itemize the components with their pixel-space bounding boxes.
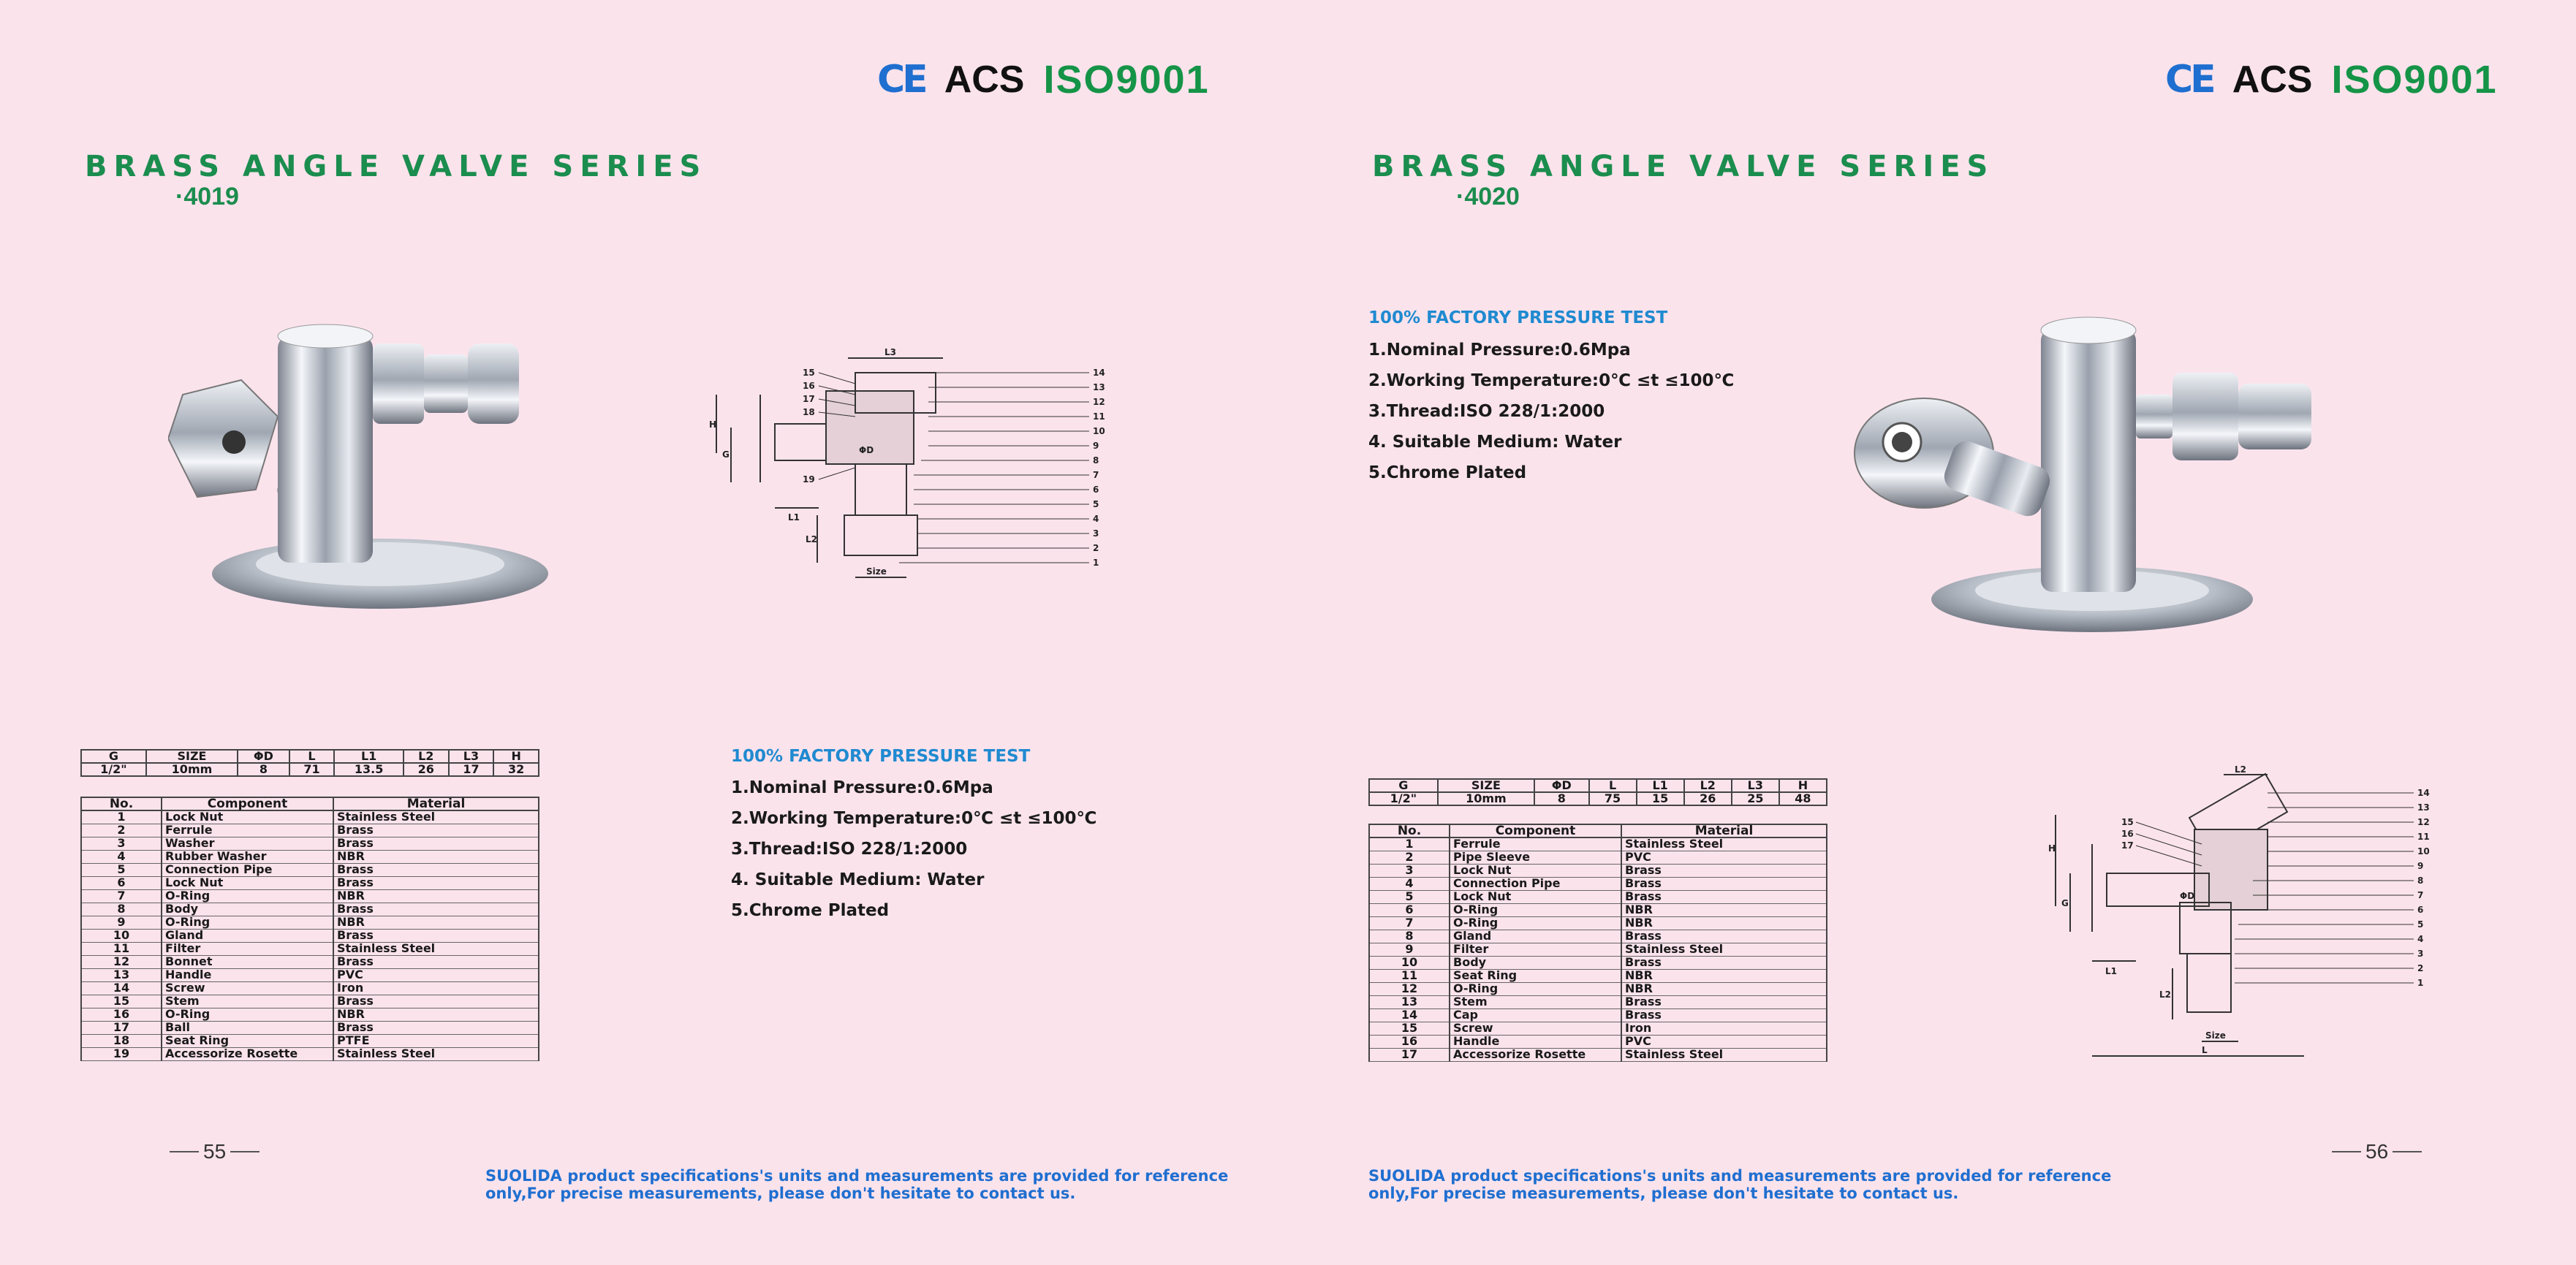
- callout: 10: [1093, 426, 1105, 436]
- callout: 18: [803, 407, 815, 417]
- product-photo-4020: [1851, 314, 2319, 636]
- drawing-label-d: ΦD: [2180, 891, 2195, 901]
- ce-mark: CE: [2165, 58, 2213, 102]
- dim-value: 71: [289, 763, 335, 776]
- table-row: [81, 797, 539, 810]
- table-row: [81, 903, 539, 916]
- model-number: ·4019: [175, 183, 239, 210]
- table-row: [81, 929, 539, 942]
- component-number: 5: [81, 863, 162, 876]
- drawing-label-d: ΦD: [859, 445, 874, 455]
- table-row: [81, 1047, 539, 1060]
- spec-item: 1.Nominal Pressure:0.6Mpa: [731, 778, 993, 797]
- component-number: 11: [1369, 969, 1450, 982]
- component-name: Lock Nut: [1450, 890, 1621, 903]
- footer-line: only,For precise measurements, please don't hesitate to contact us.: [1368, 1185, 1959, 1202]
- callout: 10: [2417, 846, 2430, 856]
- component-number: 9: [1369, 943, 1450, 956]
- component-number: 4: [81, 850, 162, 863]
- dim-value: 26: [1684, 792, 1732, 805]
- model-number-text: 4019: [183, 183, 239, 210]
- table-row: [81, 750, 539, 763]
- table-row: [1369, 864, 1827, 877]
- callout: 14: [2417, 788, 2430, 798]
- callout: 2: [1093, 543, 1099, 553]
- dim-header: H: [493, 750, 539, 763]
- component-name: Ball: [162, 1021, 333, 1034]
- catalog-page-right: [1288, 0, 2576, 1265]
- component-material: Brass: [333, 824, 539, 837]
- dim-header: ΦD: [1534, 779, 1588, 792]
- drawing-label-h: H: [709, 419, 717, 430]
- model-number: ·4020: [1456, 183, 1520, 210]
- spec-list: [1368, 335, 1734, 488]
- spec-item: 5.Chrome Plated: [731, 901, 890, 920]
- component-name: O-Ring: [1450, 916, 1621, 930]
- component-number: 14: [81, 981, 162, 995]
- table-row: [81, 763, 539, 776]
- component-material: Stainless Steel: [333, 942, 539, 955]
- spec-item: 4. Suitable Medium: Water: [731, 870, 985, 889]
- component-name: Seat Ring: [162, 1034, 333, 1047]
- component-material: Stainless Steel: [1621, 943, 1827, 956]
- component-number: 16: [81, 1008, 162, 1021]
- model-number-text: 4020: [1464, 183, 1520, 210]
- dim-value: 17: [449, 763, 494, 776]
- drawing-label-g: G: [722, 449, 730, 460]
- component-material: Brass: [333, 955, 539, 968]
- ce-mark: CE: [877, 58, 925, 102]
- component-name: Connection Pipe: [162, 863, 333, 876]
- components-table-body: [1369, 837, 1827, 1061]
- spec-item: 5.Chrome Plated: [1368, 463, 1527, 482]
- component-name: Body: [1450, 956, 1621, 969]
- drawing-label-l1: L1: [2105, 966, 2117, 976]
- page-number-rule: [2332, 1151, 2361, 1152]
- pressure-test-heading: 100% FACTORY PRESSURE TEST: [1368, 308, 1668, 327]
- component-number: 15: [81, 995, 162, 1008]
- callout: 12: [2417, 817, 2430, 827]
- table-row: [1369, 956, 1827, 969]
- callout: 15: [2121, 817, 2134, 827]
- component-name: Stem: [1450, 995, 1621, 1008]
- table-row: [1369, 982, 1827, 995]
- callout: 4: [1093, 514, 1099, 524]
- component-material: PVC: [1621, 851, 1827, 864]
- table-row: [1369, 851, 1827, 864]
- component-material: NBR: [333, 1008, 539, 1021]
- component-name: Screw: [1450, 1022, 1621, 1035]
- table-row: [1369, 877, 1827, 890]
- component-name: Stem: [162, 995, 333, 1008]
- footer-line: SUOLIDA product specifications's units and measurements are provided for reference: [1368, 1167, 2112, 1185]
- spec-item: 2.Working Temperature:0℃ ≤t ≤100℃: [1368, 371, 1735, 390]
- callout: 14: [1093, 368, 1105, 378]
- component-number: 18: [81, 1034, 162, 1047]
- table-row: [1369, 837, 1827, 851]
- page-number-text: 55: [203, 1140, 227, 1163]
- components-table: [1368, 824, 1827, 1062]
- component-name: Gland: [162, 929, 333, 942]
- drawing-label-l1: L1: [788, 512, 800, 523]
- technical-drawing-4019: [709, 343, 1133, 592]
- component-number: 3: [81, 837, 162, 850]
- iso-mark: ISO9001: [2331, 58, 2498, 102]
- table-row: [81, 995, 539, 1008]
- component-number: 14: [1369, 1008, 1450, 1022]
- component-number: 10: [1369, 956, 1450, 969]
- component-name: O-Ring: [1450, 982, 1621, 995]
- component-number: 12: [1369, 982, 1450, 995]
- page-number-text: 56: [2365, 1140, 2389, 1163]
- dim-value: 48: [1779, 792, 1827, 805]
- drawing-label-h: H: [2048, 843, 2056, 854]
- acs-mark: ACS: [2232, 58, 2313, 101]
- comp-header: No.: [81, 797, 162, 810]
- footer-line: SUOLIDA product specifications's units and measurements are provided for reference: [485, 1167, 1229, 1185]
- drawing-label-l3: L3: [884, 347, 896, 357]
- component-material: Brass: [333, 1021, 539, 1034]
- component-name: Body: [162, 903, 333, 916]
- component-number: 12: [81, 955, 162, 968]
- drawing-label-size: Size: [866, 566, 887, 577]
- component-material: Brass: [1621, 995, 1827, 1008]
- component-material: Iron: [1621, 1022, 1827, 1035]
- table-row: [1369, 969, 1827, 982]
- component-number: 16: [1369, 1035, 1450, 1048]
- dim-value: 8: [1534, 792, 1588, 805]
- component-name: Filter: [1450, 943, 1621, 956]
- component-name: Lock Nut: [162, 810, 333, 824]
- table-row: [1369, 1008, 1827, 1022]
- component-material: NBR: [333, 850, 539, 863]
- callout: 5: [2417, 919, 2424, 930]
- page-number: [2332, 1140, 2422, 1163]
- table-row: [1369, 1022, 1827, 1035]
- dimensions-table: [1368, 778, 1827, 806]
- component-number: 11: [81, 942, 162, 955]
- comp-header: Component: [162, 797, 333, 810]
- callout: 11: [2417, 832, 2430, 842]
- table-row: [1369, 943, 1827, 956]
- page-number-rule: [170, 1151, 199, 1152]
- drawing-label-l2: L2: [806, 534, 817, 544]
- dim-header: L1: [1637, 779, 1684, 792]
- component-name: Filter: [162, 942, 333, 955]
- callout: 13: [2417, 802, 2430, 813]
- component-material: Stainless Steel: [1621, 1048, 1827, 1061]
- component-material: Brass: [333, 837, 539, 850]
- dim-header: L2: [404, 750, 449, 763]
- page-number-rule: [230, 1151, 260, 1152]
- component-number: 4: [1369, 877, 1450, 890]
- component-number: 1: [1369, 837, 1450, 851]
- spec-item: 3.Thread:ISO 228/1:2000: [1368, 402, 1605, 421]
- component-name: O-Ring: [1450, 903, 1621, 916]
- component-name: Connection Pipe: [1450, 877, 1621, 890]
- component-material: Brass: [333, 863, 539, 876]
- callout: 19: [803, 474, 815, 485]
- dim-value: 75: [1589, 792, 1637, 805]
- drawing-label-l2-top: L2: [2235, 764, 2246, 775]
- spec-list: [731, 772, 1096, 926]
- component-material: PVC: [1621, 1035, 1827, 1048]
- callout: 2: [2417, 963, 2424, 973]
- spec-item: 4. Suitable Medium: Water: [1368, 433, 1622, 452]
- drawing-label-g: G: [2061, 898, 2069, 908]
- table-row: [81, 942, 539, 955]
- component-material: Brass: [1621, 877, 1827, 890]
- dim-value: 8: [238, 763, 289, 776]
- drawing-label-size: Size: [2205, 1030, 2226, 1041]
- product-photo-4019: [168, 307, 636, 614]
- certification-logos: [877, 57, 1210, 102]
- component-number: 13: [81, 968, 162, 981]
- component-material: Iron: [333, 981, 539, 995]
- component-material: NBR: [333, 916, 539, 929]
- dim-value: 10mm: [146, 763, 238, 776]
- component-name: Accessorize Rosette: [1450, 1048, 1621, 1061]
- component-name: Pipe Sleeve: [1450, 851, 1621, 864]
- table-row: [1369, 930, 1827, 943]
- component-material: Brass: [1621, 930, 1827, 943]
- component-name: Seat Ring: [1450, 969, 1621, 982]
- component-material: NBR: [333, 889, 539, 903]
- table-row: [81, 1021, 539, 1034]
- table-row: [81, 981, 539, 995]
- component-material: Brass: [333, 903, 539, 916]
- table-row: [1369, 824, 1827, 837]
- dim-value: 26: [404, 763, 449, 776]
- table-row: [81, 876, 539, 889]
- table-row: [81, 955, 539, 968]
- component-name: Cap: [1450, 1008, 1621, 1022]
- dim-value: 1/2": [1369, 792, 1438, 805]
- comp-header: Material: [1621, 824, 1827, 837]
- callout: 12: [1093, 397, 1105, 407]
- callout: 11: [1093, 411, 1105, 422]
- technical-drawing-4020: [2048, 764, 2458, 1063]
- callout: 3: [2417, 949, 2424, 959]
- table-row: [81, 837, 539, 850]
- callout: 16: [2121, 829, 2134, 839]
- spec-item: 1.Nominal Pressure:0.6Mpa: [1368, 341, 1631, 360]
- table-row: [1369, 779, 1827, 792]
- callout: 8: [1093, 455, 1099, 466]
- component-material: Brass: [333, 876, 539, 889]
- drawing-label-l: L: [2202, 1045, 2208, 1055]
- dim-header: L: [1589, 779, 1637, 792]
- component-number: 2: [1369, 851, 1450, 864]
- callout: 1: [2417, 978, 2424, 988]
- dim-header: L2: [1684, 779, 1732, 792]
- spec-item: 2.Working Temperature:0℃ ≤t ≤100℃: [731, 809, 1097, 828]
- dim-value: 13.5: [334, 763, 404, 776]
- footer-note: [485, 1167, 1228, 1202]
- callout: 16: [803, 381, 815, 391]
- certification-logos: [2165, 57, 2498, 102]
- component-material: NBR: [1621, 903, 1827, 916]
- dim-value: 1/2": [81, 763, 146, 776]
- dim-header: G: [81, 750, 146, 763]
- dim-header: L: [289, 750, 335, 763]
- table-row: [81, 889, 539, 903]
- footer-line: only,For precise measurements, please don't hesitate to contact us.: [485, 1185, 1076, 1202]
- callout: 17: [2121, 840, 2134, 851]
- table-row: [1369, 792, 1827, 805]
- pressure-test-heading: 100% FACTORY PRESSURE TEST: [731, 747, 1031, 766]
- callout: 7: [2417, 890, 2424, 900]
- table-row: [81, 968, 539, 981]
- page-number: [170, 1140, 260, 1163]
- component-number: 9: [81, 916, 162, 929]
- component-name: O-Ring: [162, 916, 333, 929]
- callout: 9: [2417, 861, 2424, 871]
- table-row: [81, 863, 539, 876]
- dim-header: ΦD: [238, 750, 289, 763]
- table-row: [81, 1034, 539, 1047]
- callout: 4: [2417, 934, 2424, 944]
- dim-header: G: [1369, 779, 1438, 792]
- component-material: Brass: [1621, 864, 1827, 877]
- table-row: [1369, 890, 1827, 903]
- component-name: O-Ring: [162, 1008, 333, 1021]
- table-row: [1369, 916, 1827, 930]
- component-material: NBR: [1621, 982, 1827, 995]
- callout: 5: [1093, 499, 1099, 509]
- footer-note: [1368, 1167, 2111, 1202]
- table-row: [1369, 903, 1827, 916]
- component-number: 7: [1369, 916, 1450, 930]
- callout: 8: [2417, 875, 2424, 886]
- component-name: Gland: [1450, 930, 1621, 943]
- component-material: Brass: [1621, 956, 1827, 969]
- component-material: NBR: [1621, 969, 1827, 982]
- component-material: PVC: [333, 968, 539, 981]
- table-row: [81, 916, 539, 929]
- component-number: 17: [1369, 1048, 1450, 1061]
- component-number: 19: [81, 1047, 162, 1060]
- component-number: 6: [1369, 903, 1450, 916]
- dim-value: 32: [493, 763, 539, 776]
- dim-header: L3: [1732, 779, 1779, 792]
- component-number: 6: [81, 876, 162, 889]
- component-number: 8: [81, 903, 162, 916]
- iso-mark: ISO9001: [1043, 58, 1210, 102]
- dim-value: 10mm: [1438, 792, 1534, 805]
- table-row: [81, 810, 539, 824]
- table-row: [1369, 1035, 1827, 1048]
- dimensions-table: [80, 749, 539, 777]
- component-name: Lock Nut: [1450, 864, 1621, 877]
- component-name: O-Ring: [162, 889, 333, 903]
- callout: 7: [1093, 470, 1099, 480]
- table-row: [1369, 995, 1827, 1008]
- callout: 1: [1093, 558, 1099, 568]
- callout: 13: [1093, 382, 1105, 392]
- component-number: 3: [1369, 864, 1450, 877]
- dim-value: 25: [1732, 792, 1779, 805]
- component-name: Handle: [162, 968, 333, 981]
- component-material: Brass: [333, 995, 539, 1008]
- component-material: Stainless Steel: [333, 810, 539, 824]
- component-material: Brass: [1621, 1008, 1827, 1022]
- comp-header: Component: [1450, 824, 1621, 837]
- component-name: Screw: [162, 981, 333, 995]
- callout: 15: [803, 368, 815, 378]
- component-number: 10: [81, 929, 162, 942]
- series-title: BRASS ANGLE VALVE SERIES: [1372, 150, 1995, 183]
- component-number: 17: [81, 1021, 162, 1034]
- component-number: 7: [81, 889, 162, 903]
- component-name: Ferrule: [1450, 837, 1621, 851]
- component-material: Stainless Steel: [333, 1047, 539, 1060]
- component-name: Bonnet: [162, 955, 333, 968]
- component-name: Ferrule: [162, 824, 333, 837]
- component-material: Brass: [333, 929, 539, 942]
- component-name: Lock Nut: [162, 876, 333, 889]
- table-row: [81, 850, 539, 863]
- spec-item: 3.Thread:ISO 228/1:2000: [731, 840, 968, 859]
- drawing-label-l2: L2: [2159, 989, 2171, 1000]
- component-material: Stainless Steel: [1621, 837, 1827, 851]
- dim-header: L3: [449, 750, 494, 763]
- callout: 6: [2417, 905, 2424, 915]
- table-row: [81, 824, 539, 837]
- dim-header: L1: [334, 750, 404, 763]
- table-row: [1369, 1048, 1827, 1061]
- comp-header: Material: [333, 797, 539, 810]
- page-number-rule: [2393, 1151, 2422, 1152]
- callout: 3: [1093, 528, 1099, 539]
- component-number: 13: [1369, 995, 1450, 1008]
- dim-header: H: [1779, 779, 1827, 792]
- component-material: PTFE: [333, 1034, 539, 1047]
- component-number: 2: [81, 824, 162, 837]
- component-number: 1: [81, 810, 162, 824]
- component-name: Accessorize Rosette: [162, 1047, 333, 1060]
- acs-mark: ACS: [944, 58, 1025, 101]
- callout: 17: [803, 394, 815, 404]
- dim-value: 15: [1637, 792, 1684, 805]
- comp-header: No.: [1369, 824, 1450, 837]
- dim-header: SIZE: [1438, 779, 1534, 792]
- table-row: [81, 1008, 539, 1021]
- dim-header: SIZE: [146, 750, 238, 763]
- component-name: Washer: [162, 837, 333, 850]
- component-number: 15: [1369, 1022, 1450, 1035]
- component-name: Rubber Washer: [162, 850, 333, 863]
- component-number: 8: [1369, 930, 1450, 943]
- component-material: Brass: [1621, 890, 1827, 903]
- component-number: 5: [1369, 890, 1450, 903]
- components-table-body: [81, 810, 539, 1060]
- component-material: NBR: [1621, 916, 1827, 930]
- callout: 6: [1093, 485, 1099, 495]
- callout: 9: [1093, 441, 1099, 451]
- series-title: BRASS ANGLE VALVE SERIES: [85, 150, 708, 183]
- components-table: [80, 797, 539, 1061]
- component-name: Handle: [1450, 1035, 1621, 1048]
